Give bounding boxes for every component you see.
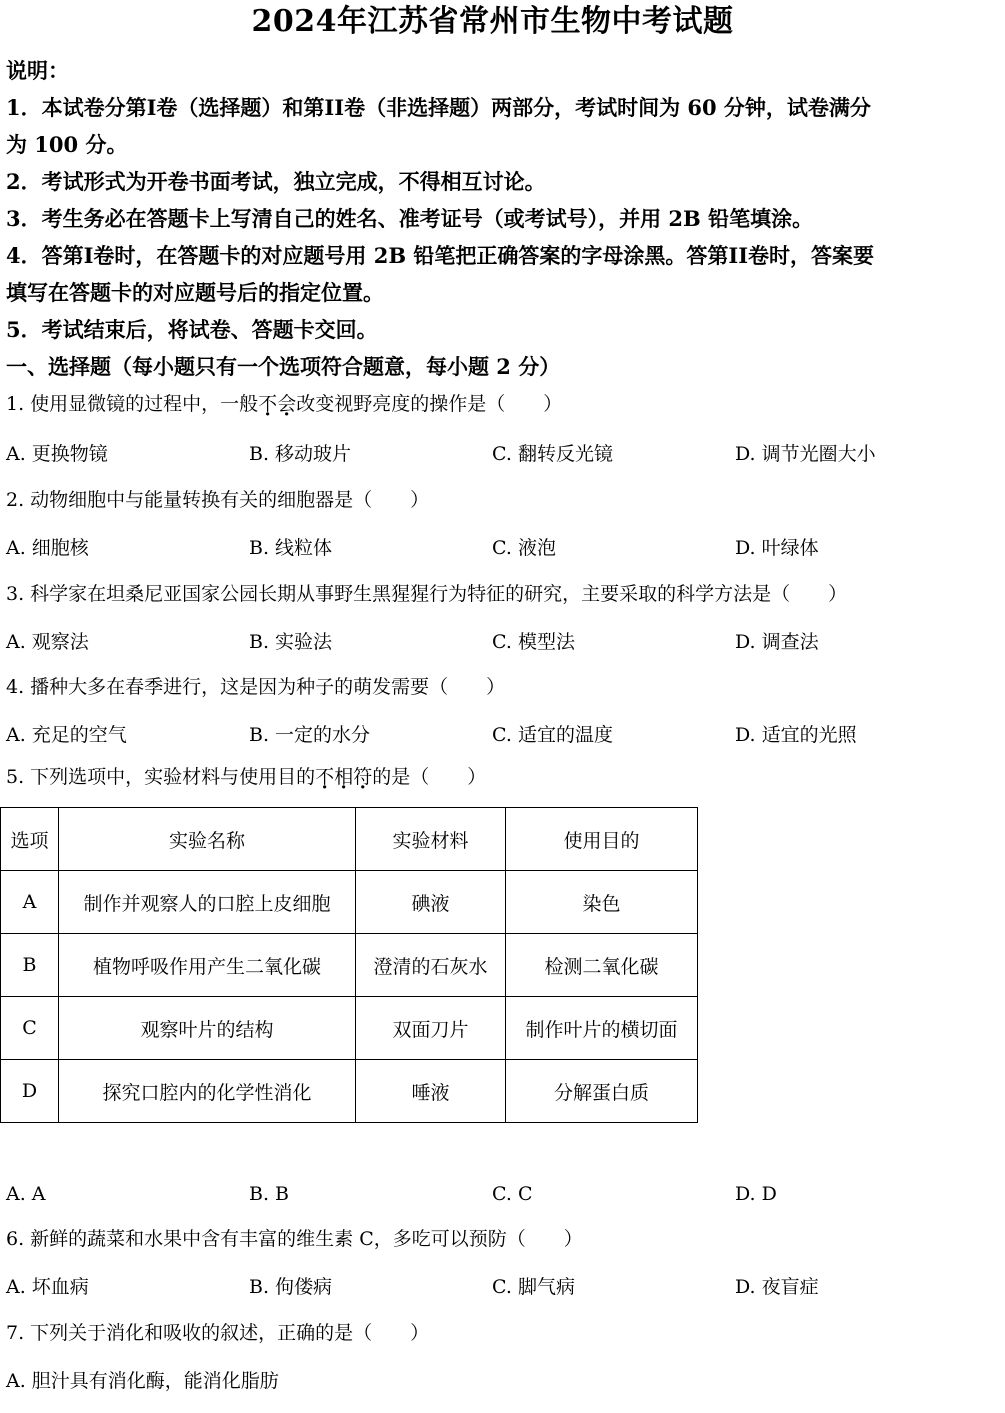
question-5-text-start: 5. 下列选项中，实验材料与使用目的 (6, 766, 316, 788)
table-cell: 澄清的石灰水 (356, 934, 506, 997)
question-4-option-b[interactable]: B. 一定的水分 (249, 724, 371, 746)
question-5-option-b[interactable]: B. B (249, 1183, 290, 1205)
table-cell: 碘液 (356, 871, 506, 934)
question-3-option-c[interactable]: C. 模型法 (492, 631, 575, 653)
question-7-options (6, 1366, 986, 1396)
table-cell: 探究口腔内的化学性消化 (59, 1060, 356, 1123)
instructions-heading: 说明： (6, 58, 69, 83)
question-2-option-a[interactable]: A. 细胞核 (6, 537, 89, 559)
question-3-option-a[interactable]: A. 观察法 (6, 631, 89, 653)
question-1-option-c[interactable]: C. 翻转反光镜 (492, 443, 613, 465)
instruction-4-line-2: 填写在答题卡的对应题号后的指定位置。 (6, 280, 384, 305)
table-cell: 观察叶片的结构 (59, 997, 356, 1060)
question-1-options (6, 439, 986, 469)
question-2-option-c[interactable]: C. 液泡 (492, 537, 556, 559)
question-2: 2. 动物细胞中与能量转换有关的细胞器是（ ） (6, 489, 430, 511)
instruction-3: 3．考生务必在答题卡上写清自己的姓名、准考证号（或考试号），并用 2B 铅笔填涂。 (6, 206, 814, 231)
table-cell: C (1, 997, 59, 1060)
question-5-option-c[interactable]: C. C (492, 1183, 533, 1205)
emphasis-char: 不 (315, 766, 335, 788)
table-cell: A (1, 871, 59, 934)
question-6: 6. 新鲜的蔬菜和水果中含有丰富的维生素 C，多吃可以预防（ ） (6, 1228, 583, 1250)
question-5-option-a[interactable]: A. A (6, 1183, 46, 1205)
question-3-options (6, 627, 986, 657)
question-1-text-end: 改变视野亮度的操作是（ ） (296, 393, 563, 415)
instruction-1-line-1: 1．本试卷分第I卷（选择题）和第II卷（非选择题）两部分，考试时间为 60 分钟，试卷满分 (6, 95, 871, 120)
question-6-option-d[interactable]: D. 夜盲症 (735, 1276, 819, 1298)
table-cell: 双面刀片 (356, 997, 506, 1060)
instruction-4-line-1: 4．答第I卷时，在答题卡的对应题号用 2B 铅笔把正确答案的字母涂黑。答第II卷时，答案要 (6, 243, 875, 268)
question-3-option-b[interactable]: B. 实验法 (249, 631, 333, 653)
question-6-option-c[interactable]: C. 脚气病 (492, 1276, 575, 1298)
question-1-text-start: 1. 使用显微镜的过程中，一般 (6, 393, 259, 415)
emphasis-char: 符 (353, 766, 373, 788)
question-6-option-b[interactable]: B. 佝偻病 (249, 1276, 333, 1298)
question-4-option-c[interactable]: C. 适宜的温度 (492, 724, 613, 746)
question-1-option-b[interactable]: B. 移动玻片 (249, 443, 352, 465)
table-cell: 检测二氧化碳 (506, 934, 698, 997)
question-6-options (6, 1272, 986, 1302)
question-6-option-a[interactable]: A. 坏血病 (6, 1276, 89, 1298)
question-1-option-a[interactable]: A. 更换物镜 (6, 443, 108, 465)
question-4-option-a[interactable]: A. 充足的空气 (6, 724, 127, 746)
table-cell: 植物呼吸作用产生二氧化碳 (59, 934, 356, 997)
table-header: 实验名称 (59, 808, 356, 871)
question-1-option-d[interactable]: D. 调节光圈大小 (735, 443, 876, 465)
emphasis-char: 不 (258, 393, 278, 415)
table-row (1, 934, 698, 997)
question-5 (6, 763, 986, 791)
question-5-text-end: 的是（ ） (372, 766, 487, 788)
question-2-option-d[interactable]: D. 叶绿体 (735, 537, 819, 559)
instruction-1-line-2: 为 100 分。 (6, 132, 128, 157)
table-row (1, 1060, 698, 1123)
table-header-row (1, 808, 698, 871)
experiment-table (0, 807, 698, 1123)
table-cell: 染色 (506, 871, 698, 934)
table-cell: B (1, 934, 59, 997)
instruction-2: 2．考试形式为开卷书面考试，独立完成，不得相互讨论。 (6, 169, 546, 194)
question-2-options (6, 533, 986, 563)
question-3: 3. 科学家在坦桑尼亚国家公园长期从事野生黑猩猩行为特征的研究，主要采取的科学方法是（ ） (6, 583, 848, 605)
question-7: 7. 下列关于消化和吸收的叙述，正确的是（ ） (6, 1322, 430, 1344)
section-1-heading: 一、选择题（每小题只有一个选项符合题意，每小题 2 分） (6, 354, 561, 379)
table-cell: D (1, 1060, 59, 1123)
table-cell: 制作叶片的横切面 (506, 997, 698, 1060)
question-1 (6, 390, 986, 418)
instruction-5: 5．考试结束后，将试卷、答题卡交回。 (6, 317, 378, 342)
emphasis-char: 相 (334, 766, 354, 788)
table-cell: 制作并观察人的口腔上皮细胞 (59, 871, 356, 934)
page-title: 2024年江苏省常州市生物中考试题 (251, 4, 734, 39)
emphasis-char: 会 (277, 393, 297, 415)
question-7-option-a[interactable]: A. 胆汁具有消化酶，能消化脂肪 (6, 1370, 279, 1392)
table-row (1, 997, 698, 1060)
question-5-option-d[interactable]: D. D (735, 1183, 777, 1205)
question-4-option-d[interactable]: D. 适宜的光照 (735, 724, 857, 746)
table-header: 实验材料 (356, 808, 506, 871)
table-cell: 唾液 (356, 1060, 506, 1123)
table-header: 使用目的 (506, 808, 698, 871)
table-row (1, 871, 698, 934)
table-header: 选项 (1, 808, 59, 871)
question-3-option-d[interactable]: D. 调查法 (735, 631, 819, 653)
question-5-options (6, 1179, 986, 1209)
question-2-option-b[interactable]: B. 线粒体 (249, 537, 333, 559)
question-4: 4. 播种大多在春季进行，这是因为种子的萌发需要（ ） (6, 676, 506, 698)
table-cell: 分解蛋白质 (506, 1060, 698, 1123)
question-4-options (6, 720, 986, 750)
